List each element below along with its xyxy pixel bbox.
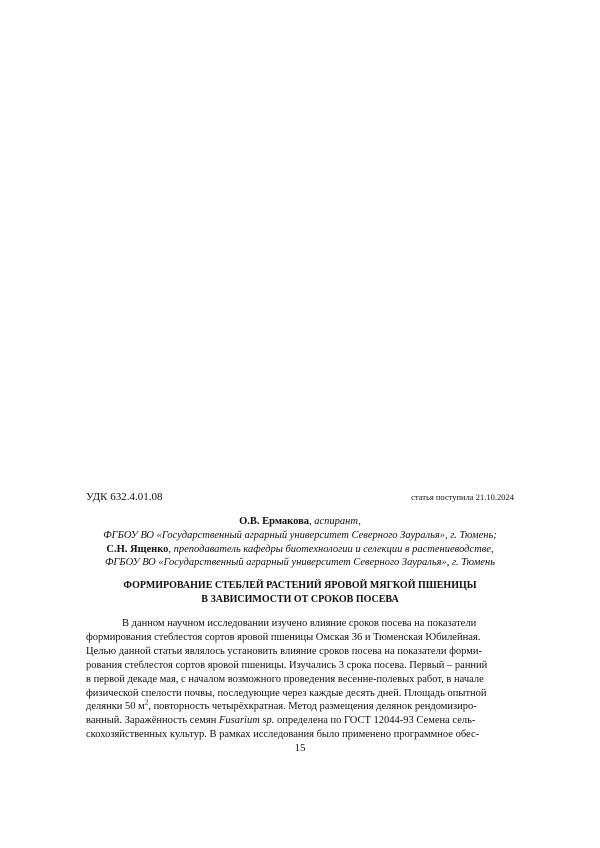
header-row <box>86 491 514 503</box>
received-date: статья поступила 21.10.2024 <box>411 492 514 502</box>
plot-area-text: делянки 50 м <box>86 701 145 713</box>
author-2-affiliation <box>80 556 520 570</box>
abstract-line: формирования стеблестоя сортов яровой пшеницы Омская 36 и Тюменская Юбилейная. <box>86 631 481 643</box>
abstract-line: в первой декаде мая, с началом возможного проведения весенне-полевых работ, в начале <box>86 673 484 685</box>
author-1-name: О.В. Ермакова <box>239 516 310 527</box>
page-number: 15 <box>294 742 306 754</box>
author-1-affiliation <box>80 529 520 543</box>
abstract-line <box>86 700 514 714</box>
abstract-line: скохозяйственных культур. В рамках исследования было применено программное обес- <box>86 729 480 741</box>
plot-area-rest: , повторность четырёхкратная. Метод размещения делянок рендомизиро- <box>148 701 477 713</box>
author-1-line <box>80 515 520 529</box>
author-2-affiliation-text: ФГБОУ ВО «Государственный аграрный университет Северного Зауралья», г. Тюмень <box>104 557 496 569</box>
author-2-name: С.Н. Ященко <box>106 543 169 555</box>
infection-text: ванный. Заражённость семян <box>86 715 219 727</box>
abstract-line: Целью данной статьи являлось установить влияние сроков посева на показатели форми- <box>86 645 482 657</box>
authors-block <box>80 515 520 570</box>
abstract-line: рования стеблестоя сортов яровой пшеницы. Изучались 3 срока посева. Первый – ранний <box>86 659 488 671</box>
abstract-line: физической спелости почвы, последующие через каждые десять дней. Площадь опытной <box>86 687 487 699</box>
author-1-position: аспирант, <box>314 516 361 527</box>
author-1-affiliation-text: ФГБОУ ВО «Государственный аграрный университет Северного Зауралья», г. Тюмень; <box>103 529 497 541</box>
title-line-2: В ЗАВИСИМОСТИ ОТ СРОКОВ ПОСЕВА <box>201 593 399 605</box>
title-line-1: ФОРМИРОВАНИЕ СТЕБЛЕЙ РАСТЕНИЙ ЯРОВОЙ МЯГКОЙ ПШЕНИЦЫ <box>123 580 477 591</box>
abstract-line <box>86 714 514 728</box>
gost-text: определена по ГОСТ 12044-93 Семена сель- <box>274 715 476 727</box>
abstract-line: В данном научном исследовании изучено влияние сроков посева на показатели <box>122 618 477 629</box>
abstract-text <box>86 617 514 742</box>
udk-code: УДК 632.4.01.08 <box>86 491 163 503</box>
superscript-2: 2 <box>144 698 149 707</box>
fusarium-name: Fusarium sp. <box>218 715 275 727</box>
author-2-sep: , <box>168 543 174 555</box>
author-2-line <box>80 543 520 557</box>
article-title <box>80 579 520 606</box>
author-2-position: преподаватель кафедры биотехнологии и селекции в растениеводстве, <box>173 543 494 555</box>
author-1-sep: , <box>309 516 315 527</box>
